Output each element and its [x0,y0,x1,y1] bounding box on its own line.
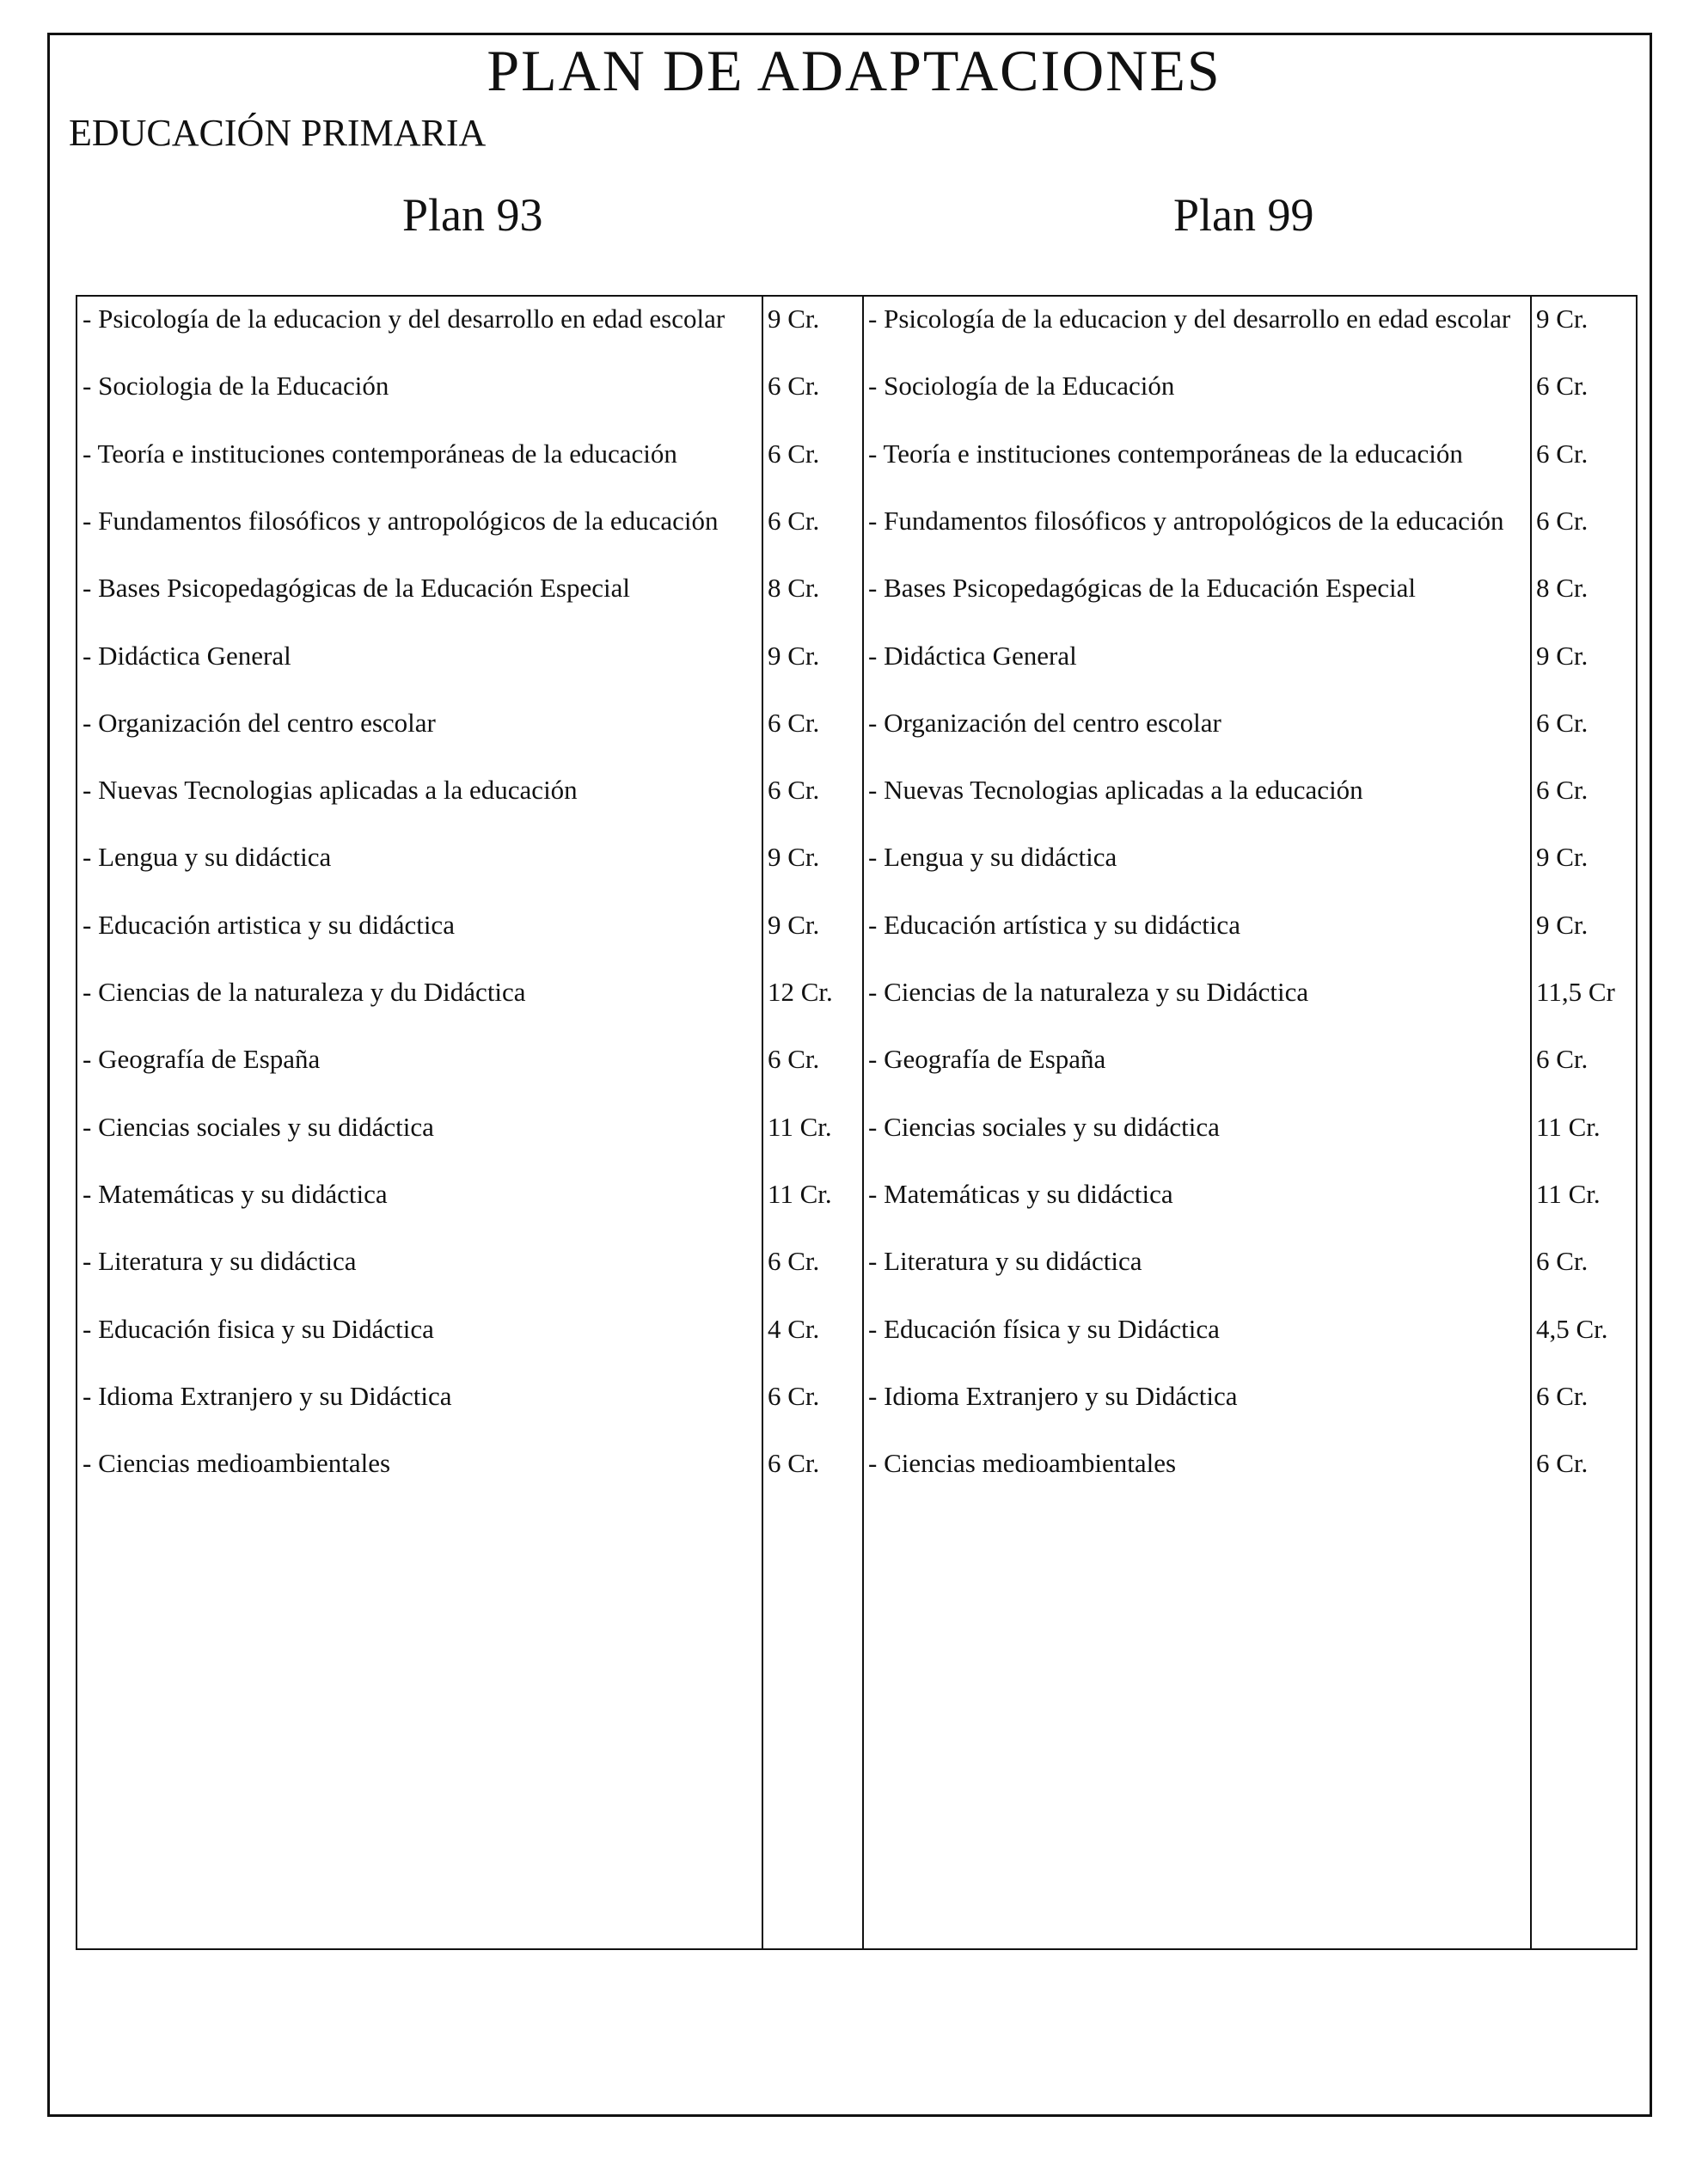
page-subtitle: EDUCACIÓN PRIMARIA [69,112,487,154]
credits-93-cell: 6 Cr. [768,439,820,469]
subject-99-cell: - Nuevas Tecnologias aplicadas a la educación [868,775,1363,805]
table-row [0,640,1708,707]
subject-99-cell: - Literatura y su didáctica [868,1246,1142,1276]
table-row [0,909,1708,976]
credits-93-cell: 9 Cr. [768,641,820,671]
table-row [0,1178,1708,1245]
subject-93-cell: - Teoría e instituciones contemporáneas de la educación [83,439,677,469]
table-row [0,505,1708,572]
credits-93-cell: 9 Cr. [768,910,820,940]
subject-93-cell: - Educación artistica y su didáctica [83,910,455,940]
credits-93-cell: 9 Cr. [768,304,820,334]
credits-93-cell: 11 Cr. [768,1179,832,1209]
credits-93-cell: 6 Cr. [768,775,820,805]
table-row [0,370,1708,437]
credits-99-cell: 9 Cr. [1536,304,1589,334]
credits-93-cell: 12 Cr. [768,977,833,1007]
table-row [0,841,1708,908]
credits-99-cell: 4,5 Cr. [1536,1314,1608,1344]
credits-99-cell: 9 Cr. [1536,910,1589,940]
subject-99-cell: - Didáctica General [868,641,1077,671]
subject-99-cell: - Geografía de España [868,1044,1106,1074]
table-row [0,1447,1708,1514]
subject-93-cell: - Bases Psicopedagógicas de la Educación Especial [83,573,630,603]
subject-99-cell: - Ciencias sociales y su didáctica [868,1112,1220,1142]
table-row [0,976,1708,1043]
table-row [0,774,1708,841]
subject-93-cell: - Idioma Extranjero y su Didáctica [83,1381,452,1411]
subject-99-cell: - Idioma Extranjero y su Didáctica [868,1381,1238,1411]
credits-93-cell: 6 Cr. [768,708,820,738]
table-row [0,303,1708,370]
subject-93-cell: - Lengua y su didáctica [83,842,332,872]
table-row [0,572,1708,639]
credits-99-cell: 6 Cr. [1536,708,1589,738]
subject-93-cell: - Organización del centro escolar [83,708,436,738]
credits-93-cell: 6 Cr. [768,1044,820,1074]
subject-93-cell: - Didáctica General [83,641,291,671]
subject-99-cell: - Ciencias de la naturaleza y su Didáctica [868,977,1309,1007]
subject-93-cell: - Ciencias sociales y su didáctica [83,1112,434,1142]
credits-99-cell: 6 Cr. [1536,775,1589,805]
credits-99-cell: 11,5 Cr [1536,977,1615,1007]
page-title: PLAN DE ADAPTACIONES [487,38,1221,103]
credits-93-cell: 6 Cr. [768,1381,820,1411]
subject-93-cell: - Nuevas Tecnologias aplicadas a la educación [83,775,578,805]
credits-93-cell: 4 Cr. [768,1314,820,1344]
subject-93-cell: - Ciencias de la naturaleza y du Didáctica [83,977,526,1007]
subject-93-cell: - Literatura y su didáctica [83,1246,357,1276]
credits-99-cell: 6 Cr. [1536,1381,1589,1411]
table-row [0,1043,1708,1110]
subject-99-cell: - Matemáticas y su didáctica [868,1179,1173,1209]
credits-99-cell: 6 Cr. [1536,1448,1589,1478]
subject-99-cell: - Educación artística y su didáctica [868,910,1240,940]
table-row [0,1111,1708,1178]
credits-93-cell: 11 Cr. [768,1112,832,1142]
subject-99-cell: - Ciencias medioambientales [868,1448,1177,1478]
plan-99-heading: Plan 99 [1173,189,1314,241]
credits-99-cell: 6 Cr. [1536,1246,1589,1276]
credits-99-cell: 11 Cr. [1536,1112,1601,1142]
subject-99-cell: - Educación física y su Didáctica [868,1314,1220,1344]
credits-99-cell: 9 Cr. [1536,842,1589,872]
table-row [0,707,1708,774]
subject-99-cell: - Organización del centro escolar [868,708,1221,738]
credits-99-cell: 6 Cr. [1536,1044,1589,1074]
credits-99-cell: 11 Cr. [1536,1179,1601,1209]
credits-93-cell: 6 Cr. [768,1448,820,1478]
subject-99-cell: - Lengua y su didáctica [868,842,1117,872]
subject-93-cell: - Matemáticas y su didáctica [83,1179,388,1209]
subject-99-cell: - Psicología de la educacion y del desarrollo en edad escolar [868,304,1511,334]
subject-93-cell: - Psicología de la educacion y del desarrollo en edad escolar [83,304,725,334]
subject-93-cell: - Ciencias medioambientales [83,1448,391,1478]
credits-99-cell: 8 Cr. [1536,573,1589,603]
credits-93-cell: 6 Cr. [768,506,820,536]
plan-93-heading: Plan 93 [402,189,543,241]
credits-93-cell: 6 Cr. [768,1246,820,1276]
credits-99-cell: 6 Cr. [1536,439,1589,469]
subject-93-cell: - Fundamentos filosóficos y antropológicos de la educación [83,506,719,536]
table-row [0,1380,1708,1447]
credits-99-cell: 6 Cr. [1536,371,1589,401]
credits-93-cell: 6 Cr. [768,371,820,401]
credits-99-cell: 6 Cr. [1536,506,1589,536]
credits-93-cell: 9 Cr. [768,842,820,872]
table-row [0,438,1708,505]
subject-99-cell: - Fundamentos filosóficos y antropológicos de la educación [868,506,1504,536]
subject-99-cell: - Teoría e instituciones contemporáneas de la educación [868,439,1463,469]
credits-99-cell: 9 Cr. [1536,641,1589,671]
subject-93-cell: - Sociologia de la Educación [83,371,389,401]
table-row [0,1245,1708,1312]
credits-93-cell: 8 Cr. [768,573,820,603]
subject-99-cell: - Bases Psicopedagógicas de la Educación Especial [868,573,1416,603]
subject-93-cell: - Geografía de España [83,1044,321,1074]
subject-99-cell: - Sociología de la Educación [868,371,1175,401]
subject-93-cell: - Educación fisica y su Didáctica [83,1314,434,1344]
table-row [0,1313,1708,1380]
